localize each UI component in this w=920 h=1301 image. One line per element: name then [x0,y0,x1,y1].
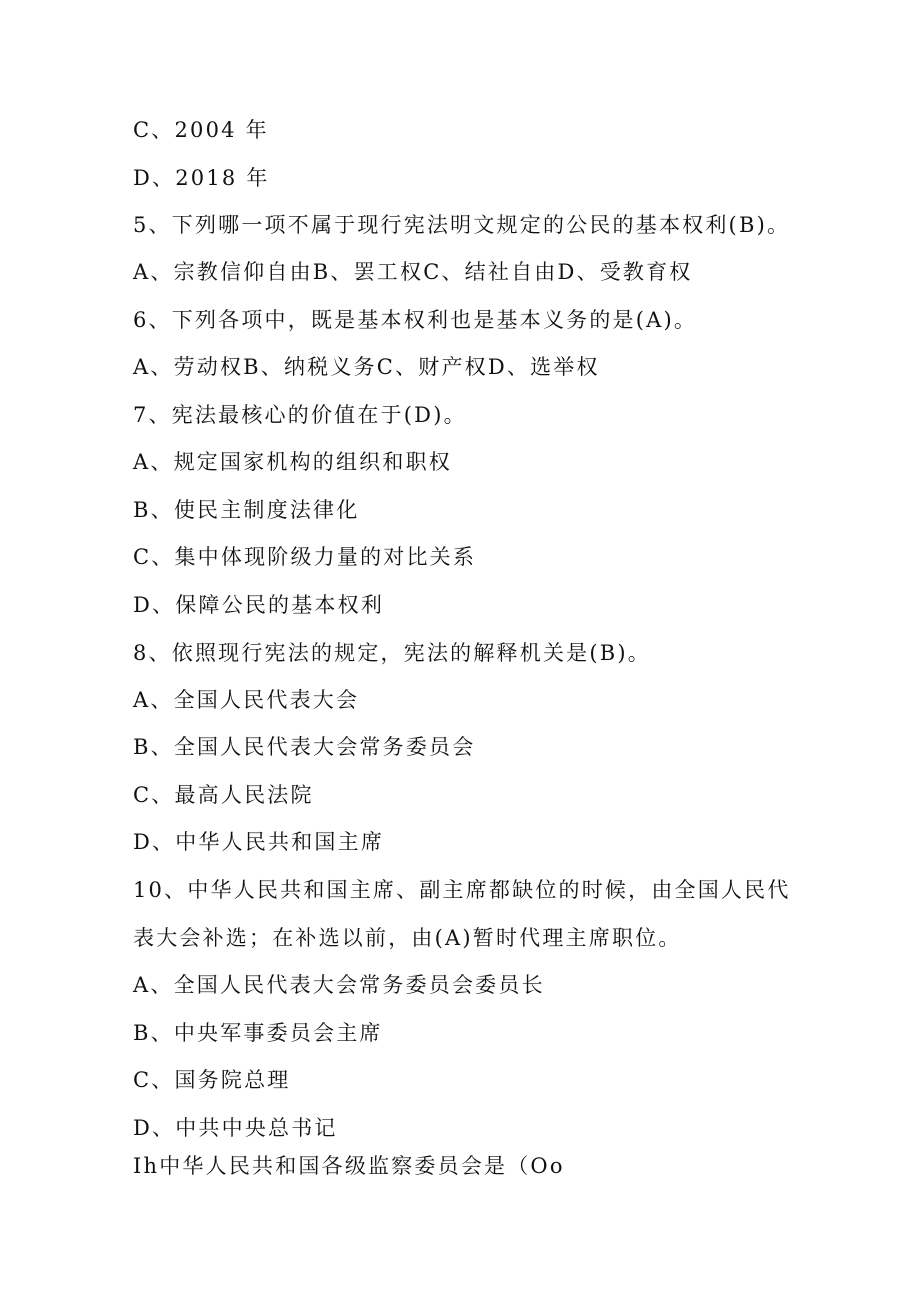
question-6-options: A、劳动权B、纳税义务C、财产权D、选举权 [133,355,600,379]
question-7-option-c: C、集中体现阶级力量的对比关系 [133,545,477,569]
question-10-option-d: D、中共中央总书记 [133,1116,338,1140]
question-6: 6、下列各项中，既是基本权利也是基本义务的是(A)。 [133,308,698,332]
question-5: 5、下列哪一项不属于现行宪法明文规定的公民的基本权利(B)。 [133,213,791,237]
question-8-option-b: B、全国人民代表大会常务委员会 [133,735,476,759]
question-8-option-d: D、中华人民共和国主席 [133,830,385,854]
question-7: 7、宪法最核心的价值在于(D)。 [133,403,467,427]
question-10-line-2: 表大会补选；在补选以前，由(A)暂时代理主席职位。 [133,926,682,950]
question-8-option-c: C、最高人民法院 [133,783,314,807]
question-7-option-b: B、使民主制度法律化 [133,498,360,522]
question-10-option-b: B、中央军事委员会主席 [133,1021,383,1045]
option-c-2004: C、2004 年 [133,118,269,142]
question-8-option-a: A、全国人民代表大会 [133,688,360,712]
option-d-2018: D、2018 年 [133,166,270,190]
question-10-option-a: A、全国人民代表大会常务委员会委员长 [133,973,545,997]
question-7-option-a: A、规定国家机构的组织和职权 [133,450,452,474]
question-10-option-c: C、国务院总理 [133,1068,291,1092]
question-11: Ih中华人民共和国各级监察委员会是（Oo [133,1154,565,1178]
question-5-options: A、宗教信仰自由B、罢工权C、结社自由D、受教育权 [133,260,693,284]
question-10-line-1: 10、中华人民共和国主席、副主席都缺位的时候，由全国人民代 [133,878,791,902]
question-7-option-d: D、保障公民的基本权利 [133,593,385,617]
question-8: 8、依照现行宪法的规定，宪法的解释机关是(B)。 [133,641,651,665]
